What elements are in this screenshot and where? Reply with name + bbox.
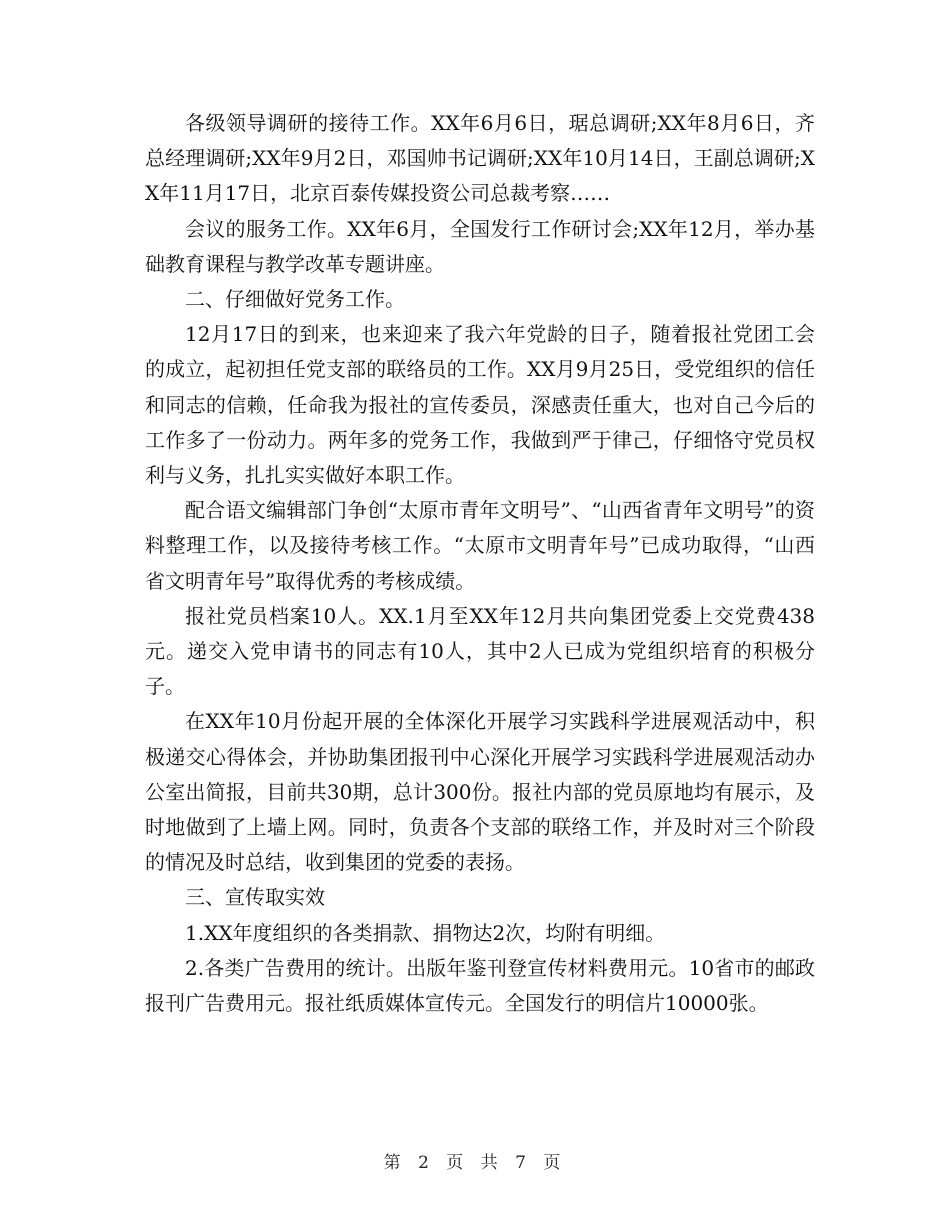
paragraph-civilization-awards: 配合语文编辑部门争创“太原市青年文明号”、“山西省青年文明号”的资料整理工作，以及接待考核工作。“太原市文明青年号”已成功取得，“山西省文明青年号”取得优秀的考核成绩。 bbox=[145, 498, 815, 593]
section-heading-publicity: 三、宣传取实效 bbox=[185, 885, 325, 910]
paragraph-leader-visits: 各级领导调研的接待工作。XX年6月6日，琚总调研;XX年8月6日，齐总经理调研;XX年9月2日，邓国帅书记调研;XX年10月14日，王副总调研;XX年11月17日，北京百泰传媒投资公司总裁考察…… bbox=[145, 111, 815, 206]
section-heading-party-work: 二、仔细做好党务工作。 bbox=[185, 287, 405, 312]
paragraph-advertising: 2.各类广告费用的统计。出版年鉴刊登宣传材料费用元。10省市的邮政报刊广告费用元。报社纸质媒体宣传元。全国发行的明信片10000张。 bbox=[145, 955, 815, 1016]
paragraph-study-activities: 在XX年10月份起开展的全体深化开展学习实践科学进展观活动中，积极递交心得体会，并协助集团报刊中心深化开展学习实践科学进展观活动办公室出简报，目前共30期，总计300份。报社内部的党员原地均有展示，及时地做到了上墙上网。同时，负责各个支部的联络工作，并及时对三个阶段的情况及时总结，收到集团的党委的表扬。 bbox=[145, 709, 815, 875]
paragraph-meeting-service: 会议的服务工作。XX年6月，全国发行工作研讨会;XX年12月，举办基础教育课程与教学改革专题讲座。 bbox=[145, 216, 815, 276]
document-body bbox=[145, 106, 815, 1021]
page-number-footer: 第 2 页 共 7 页 bbox=[383, 1153, 567, 1173]
paragraph-party-membership: 12月17日的到来，也来迎来了我六年党龄的日子，随着报社党团工会的成立，起初担任党支部的联络员的工作。XX月9月25日，受党组织的信任和同志的信赖，任命我为报社的宣传委员，深感责任重大，也对自己今后的工作多了一份动力。两年多的党务工作，我做到严于律己，仔细恪守党员权利与义务，扎扎实实做好本职工作。 bbox=[145, 322, 815, 488]
paragraph-donations: 1.XX年度组织的各类捐款、捐物达2次，均附有明细。 bbox=[185, 920, 666, 945]
paragraph-party-records: 报社党员档案10人。XX.1月至XX年12月共向集团党委上交党费438元。递交入党申请书的同志有10人，其中2人已成为党组织培育的积极分子。 bbox=[145, 603, 815, 699]
